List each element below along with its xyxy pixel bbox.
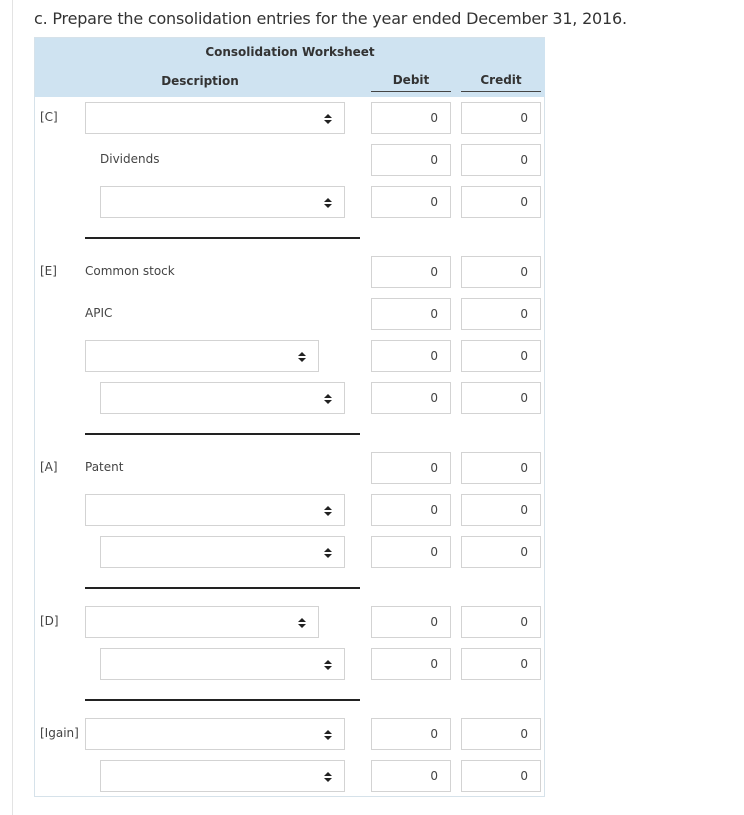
- account-dropdown[interactable]: [85, 340, 319, 372]
- credit-input[interactable]: 0: [461, 102, 541, 134]
- sort-arrows-icon: [298, 618, 306, 628]
- account-dropdown[interactable]: [85, 494, 345, 526]
- account-dropdown[interactable]: [100, 760, 345, 792]
- question-text: c. Prepare the consolidation entries for the year ended December 31, 2016.: [34, 9, 627, 28]
- account-dropdown[interactable]: [85, 718, 345, 750]
- credit-input[interactable]: 0: [461, 144, 541, 176]
- consolidation-worksheet: [34, 37, 545, 797]
- credit-input[interactable]: 0: [461, 340, 541, 372]
- entry-separator: [85, 587, 360, 589]
- entry-label: [E]: [40, 264, 57, 278]
- entry-row: [35, 452, 545, 484]
- credit-input[interactable]: 0: [461, 382, 541, 414]
- entry-row: [35, 648, 545, 680]
- credit-header: Credit: [461, 73, 541, 92]
- sort-arrows-icon: [324, 198, 332, 208]
- entry-row: [35, 536, 545, 568]
- account-name: APIC: [85, 306, 113, 320]
- entry-separator: [85, 237, 360, 239]
- debit-input[interactable]: 0: [371, 186, 451, 218]
- debit-input[interactable]: 0: [371, 452, 451, 484]
- account-dropdown[interactable]: [100, 536, 345, 568]
- worksheet-header: [35, 38, 545, 97]
- entry-label: [C]: [40, 110, 58, 124]
- entry-row: [35, 298, 545, 330]
- sort-arrows-icon: [324, 548, 332, 558]
- sort-arrows-icon: [324, 114, 332, 124]
- entry-label: [Igain]: [40, 726, 79, 740]
- account-dropdown[interactable]: [85, 606, 319, 638]
- account-dropdown[interactable]: [100, 186, 345, 218]
- entry-row: [35, 606, 545, 638]
- credit-input[interactable]: 0: [461, 760, 541, 792]
- sort-arrows-icon: [324, 772, 332, 782]
- credit-input[interactable]: 0: [461, 186, 541, 218]
- debit-input[interactable]: 0: [371, 298, 451, 330]
- credit-input[interactable]: 0: [461, 494, 541, 526]
- debit-input[interactable]: 0: [371, 718, 451, 750]
- sort-arrows-icon: [298, 352, 306, 362]
- sort-arrows-icon: [324, 660, 332, 670]
- credit-input[interactable]: 0: [461, 606, 541, 638]
- account-dropdown[interactable]: [85, 102, 345, 134]
- entry-label: [A]: [40, 460, 58, 474]
- debit-input[interactable]: 0: [371, 494, 451, 526]
- debit-input[interactable]: 0: [371, 382, 451, 414]
- description-header: Description: [161, 74, 239, 88]
- debit-input[interactable]: 0: [371, 760, 451, 792]
- entry-separator: [85, 433, 360, 435]
- credit-input[interactable]: 0: [461, 256, 541, 288]
- debit-input[interactable]: 0: [371, 536, 451, 568]
- entry-row: [35, 102, 545, 134]
- credit-input[interactable]: 0: [461, 648, 541, 680]
- page-left-border: [12, 0, 13, 815]
- entry-row: [35, 144, 545, 176]
- entry-row: [35, 382, 545, 414]
- entry-row: [35, 256, 545, 288]
- sort-arrows-icon: [324, 506, 332, 516]
- entry-label: [D]: [40, 614, 59, 628]
- worksheet-title: Consolidation Worksheet: [205, 45, 375, 59]
- credit-input[interactable]: 0: [461, 452, 541, 484]
- sort-arrows-icon: [324, 394, 332, 404]
- entry-row: [35, 340, 545, 372]
- debit-input[interactable]: 0: [371, 144, 451, 176]
- account-name: Dividends: [100, 152, 160, 166]
- entry-row: [35, 760, 545, 792]
- debit-input[interactable]: 0: [371, 340, 451, 372]
- entry-separator: [85, 699, 360, 701]
- entry-row: [35, 186, 545, 218]
- sort-arrows-icon: [324, 730, 332, 740]
- account-name: Patent: [85, 460, 124, 474]
- debit-input[interactable]: 0: [371, 606, 451, 638]
- credit-input[interactable]: 0: [461, 298, 541, 330]
- account-dropdown[interactable]: [100, 382, 345, 414]
- credit-input[interactable]: 0: [461, 536, 541, 568]
- credit-input[interactable]: 0: [461, 718, 541, 750]
- entry-row: [35, 494, 545, 526]
- entry-row: [35, 718, 545, 750]
- debit-input[interactable]: 0: [371, 256, 451, 288]
- account-name: Common stock: [85, 264, 175, 278]
- debit-input[interactable]: 0: [371, 102, 451, 134]
- account-dropdown[interactable]: [100, 648, 345, 680]
- debit-input[interactable]: 0: [371, 648, 451, 680]
- debit-header: Debit: [371, 73, 451, 92]
